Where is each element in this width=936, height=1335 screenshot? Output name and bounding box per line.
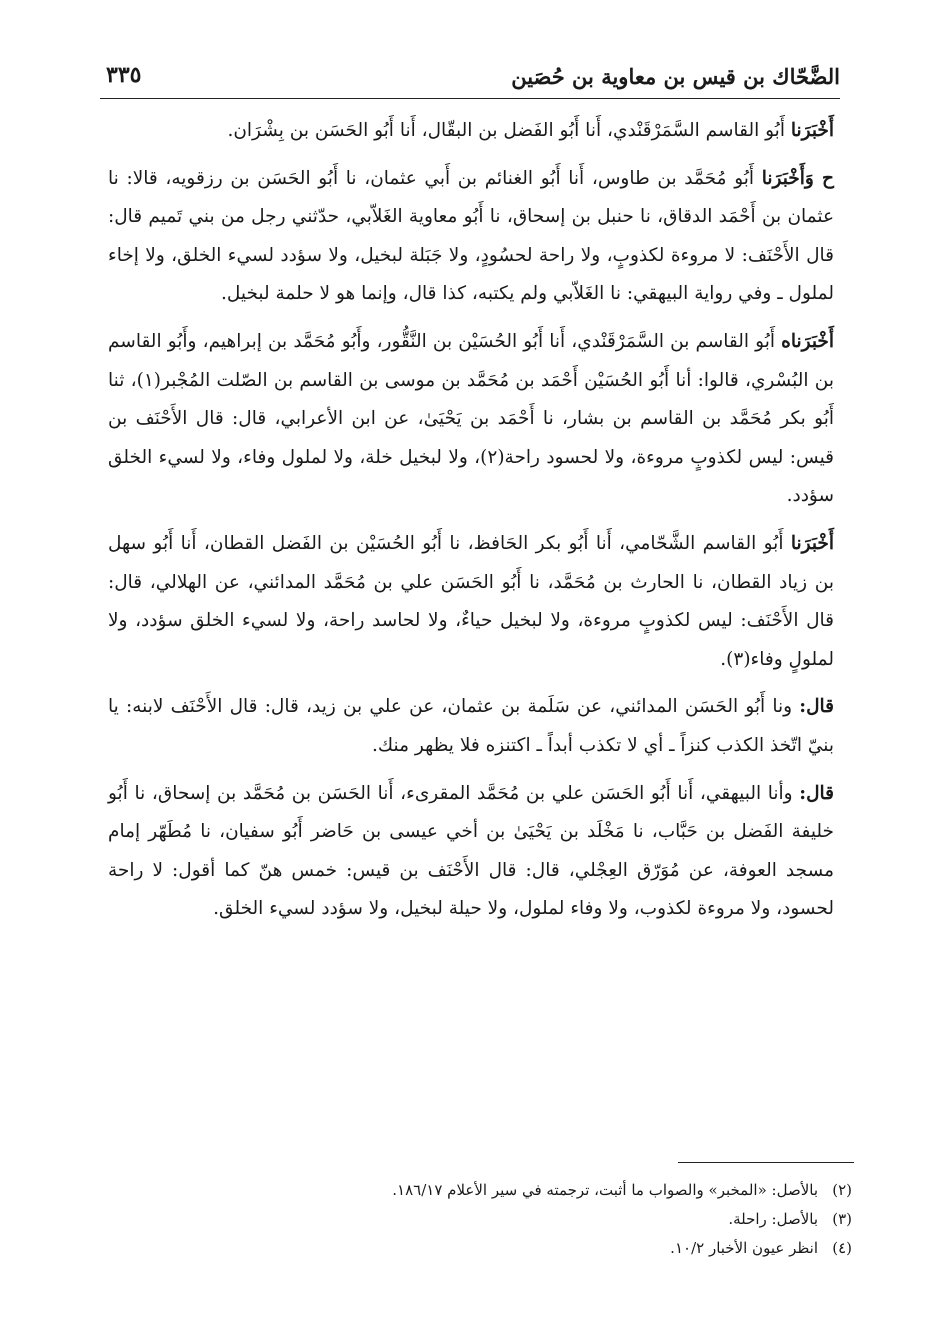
paragraph-text: وأنا البيهقي، أَنا أَبُو الحَسَن علي بن مُحَمَّد المقرىء، أَنا الحَسَن بن مُحَمَّد بن إسحاق، نا أَبُو خليفة الفَضل بن حَبَّاب، نا مَخْلَد بن يَحْيَىٰ بن أخي عيسى بن حَاضر أَبُو سفيان، نا مُطَهّر إمام مسجد العوفة، عن مُوَرّق العِجْلي، قال: قال الأَحْنَف بن قيس: خمس هنّ كما أقول: لا راحة لحسود، ولا مروءة لكذوب، ولا وفاء لملول، ولا حيلة لبخيل، ولا سؤدد لسيء الخلق.: [108, 782, 834, 920]
main-text: [108, 112, 834, 938]
footnote-divider: [678, 1162, 854, 1163]
paragraph-text: أَبُو القاسم الشَّحّامي، أَنا أَبُو بكر الحَافظ، نا أَبُو الحُسَيْن بن الفَضل القطان، أَنا أَبُو سهل بن زياد القطان، نا الحارث بن مُحَمَّد، نا أَبُو الحَسَن علي بن مُحَمَّد المدائني، عن الهلالي، قال: قال الأَحْنَف: ليس لكذوبٍ مروءة، ولا لبخيل حياءٌ، ولا لحاسد راحة، ولا لسيء الخلق سؤدد، ولا لملولٍ وفاء(٣).: [108, 532, 834, 670]
footnote: [240, 1234, 852, 1263]
footnote: [240, 1176, 852, 1205]
footnotes: [240, 1176, 852, 1263]
paragraph-lead: أَخْبَرَنا: [790, 120, 834, 141]
footnote-number: (٢): [832, 1181, 852, 1199]
paragraph-lead: قال:: [799, 696, 834, 718]
paragraph: [108, 323, 834, 516]
footnote-text: بالأصل: «المخبر» والصواب ما أثبت، ترجمته في سير الأعلام ١٨٦/١٧.: [392, 1181, 818, 1199]
paragraph-lead: ح وَأَخْبَرَنا: [761, 167, 834, 189]
paragraph-lead: أَخْبَرَناه: [781, 330, 834, 352]
paragraph: [108, 688, 834, 765]
page-number: ٣٣٥: [106, 62, 142, 88]
paragraph-lead: قال:: [799, 782, 834, 804]
page-header: [100, 58, 840, 99]
footnote-number: (٣): [832, 1210, 852, 1228]
paragraph-text: أَبُو القاسم السَّمَرْقَنْدي، أَنا أَبُو الفَضل بن البقّال، أَنا أَبُو الحَسَن بن بِشْرَان.: [227, 120, 791, 141]
footnote-text: بالأصل: راحلة.: [728, 1210, 818, 1228]
paragraph-text: أَبُو مُحَمَّد بن طاوس، أَنا أَبُو الغنائم بن أَبي عثمان، نا أَبُو الحَسَن بن رزقويه، قالا: نا عثمان بن أَحْمَد الدقاق، نا حنبل بن إسحاق، نا أَبُو معاوية الغَلاّبي، حدّثني رجل من بني تَميم قال: قال الأَحْنَف: لا مروءة لكذوبٍ، ولا راحة لحسُودٍ، ولا جَبَلة لبخيل، ولا سؤدد لسيء الخلق، ولا إخاء لملول ـ وفي رواية البيهقي: نا الغَلاّبي ولم يكتبه، كذا قال، وإنما هو لا حلمة لبخيل.: [108, 167, 834, 305]
paragraph: [108, 525, 834, 679]
paragraph: [108, 112, 834, 151]
paragraph-lead: أَخْبَرَنا: [790, 532, 834, 554]
paragraph: [108, 775, 834, 929]
footnote: [240, 1205, 852, 1234]
paragraph-text: ونا أَبُو الحَسَن المدائني، عن سَلَمة بن عثمان، عن علي بن زيد، قال: قال الأَحْنَف لابنه: يا بنيّ اتّخذ الكذب كنزاً ـ أي لا تكذب أبداً ـ اكتنزه فلا يظهر منك.: [108, 696, 834, 756]
footnote-text: انظر عيون الأخبار ١٠/٢.: [670, 1239, 818, 1257]
paragraph: [108, 160, 834, 314]
footnote-number: (٤): [832, 1239, 852, 1257]
running-title: الضَّحّاك بن قيس بن معاوية بن حُصَين: [511, 64, 840, 89]
paragraph-text: أَبُو القاسم بن السَّمَرْقَنْدي، أَنا أَبُو الحُسَيْن بن النَّقُّور، وأَبُو مُحَمَّد بن إبراهيم، وأَبُو القاسم بن البُسْري، قالوا: أنا أَبُو الحُسَيْن أَحْمَد بن مُحَمَّد بن موسى بن القاسم بن الصّلت المُجْبر(١)، ثنا أَبُو بكر مُحَمَّد بن القاسم بن بشار، نا أَحْمَد بن يَحْيَىٰ، عن ابن الأعرابي، قال: قال الأَحْنَف بن قيس: ليس لكذوبٍ مروءة، ولا لحسود راحة(٢)، ولا لبخيل خلة، ولا لملول وفاء، ولا لسيء الخلق سؤدد.: [108, 330, 835, 507]
